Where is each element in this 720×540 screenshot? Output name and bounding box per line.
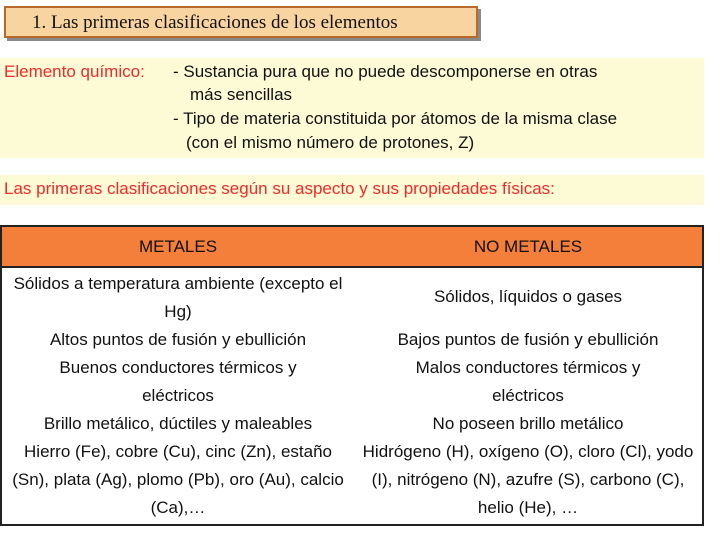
table-row (1, 326, 703, 354)
definition-term: Elemento químico: (4, 62, 145, 81)
table-cell: Malos conductores térmicos y eléctricos (415, 358, 641, 405)
header-no-metales: NO METALES (354, 226, 703, 267)
table-row (1, 438, 703, 525)
table-row (1, 354, 703, 410)
definition-box (0, 58, 704, 158)
comparison-table (0, 225, 704, 526)
table-cell: Bajos puntos de fusión y ebullición (397, 330, 659, 349)
subtitle-box (0, 175, 704, 205)
table-cell: Altos puntos de fusión y ebullición (49, 330, 307, 349)
definition-line: más sencillas (190, 85, 293, 104)
table-header-row (1, 226, 703, 267)
definition-line: - Sustancia pura que no puede descomponerse en otras (173, 62, 598, 81)
header-metales: METALES (1, 226, 354, 267)
table-cell: Sólidos a temperatura ambiente (excepto el Hg) (13, 274, 343, 321)
table-cell: Hidrógeno (H), oxígeno (O), cloro (Cl), yodo (I), nitrógeno (N), azufre (S), carbono (C), helio (He), … (362, 442, 694, 517)
table-row (1, 267, 703, 326)
subtitle: Las primeras clasificaciones según su aspecto y sus propiedades físicas: (4, 179, 555, 198)
definition-line: - Tipo de materia constituida por átomos de la misma clase (173, 109, 618, 128)
table-row (1, 410, 703, 438)
table-cell: Brillo metálico, dúctiles y maleables (43, 414, 313, 433)
table-cell: Buenos conductores térmicos y eléctricos (59, 358, 297, 405)
table-cell: No poseen brillo metálico (432, 414, 624, 433)
definition-line: (con el mismo número de protones, Z) (186, 133, 475, 152)
table-cell: Hierro (Fe), cobre (Cu), cinc (Zn), estaño (Sn), plata (Ag), plomo (Pb), oro (Au), calcio (Ca),… (12, 442, 344, 517)
slide-title: 1. Las primeras clasificaciones de los elementos (4, 6, 478, 38)
table-cell: Sólidos, líquidos o gases (433, 287, 623, 306)
